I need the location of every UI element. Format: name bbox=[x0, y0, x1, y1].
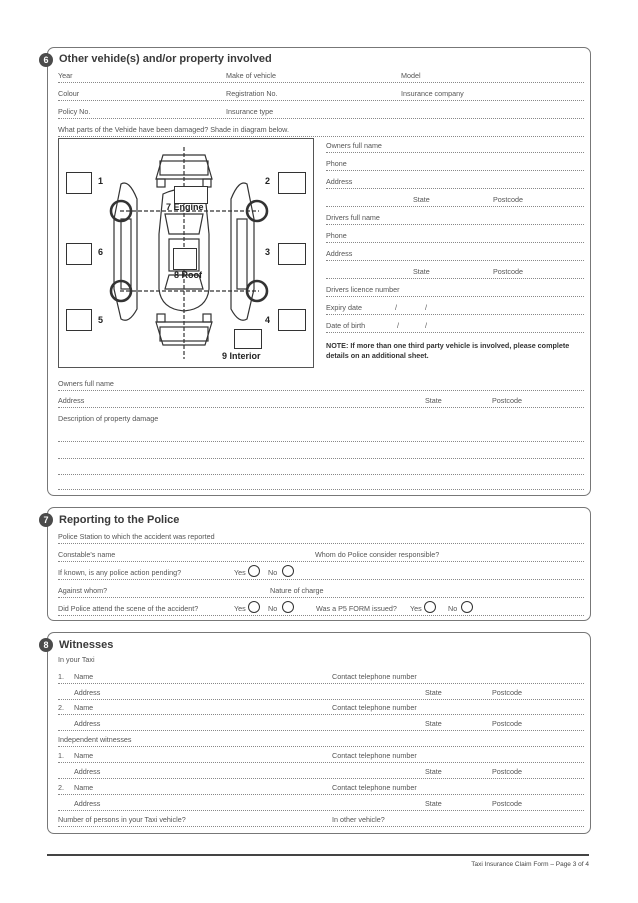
footer-rule bbox=[47, 854, 589, 856]
pending-no-label: No bbox=[268, 568, 278, 577]
vehicle-row-3[interactable] bbox=[58, 104, 584, 119]
constable-label: Constable's name bbox=[58, 550, 116, 559]
damage-box-roof[interactable] bbox=[173, 248, 197, 270]
witness-postcode-label: Postcode bbox=[492, 767, 522, 776]
driver-address-label: Address bbox=[326, 249, 353, 258]
damage-box-interior[interactable] bbox=[234, 329, 262, 349]
property-damage-field[interactable] bbox=[58, 411, 584, 425]
witness-number: 2. bbox=[58, 703, 64, 712]
p5-no-radio[interactable] bbox=[461, 601, 473, 613]
owner-name-label: Owners full name bbox=[326, 141, 382, 150]
property-owner-field[interactable] bbox=[58, 376, 584, 391]
model-label: Model bbox=[401, 71, 421, 80]
witness-postcode-label: Postcode bbox=[492, 688, 522, 697]
section-number-badge: 6 bbox=[39, 53, 53, 67]
witness-postcode-label: Postcode bbox=[492, 799, 522, 808]
vehicle-damage-diagram[interactable] bbox=[58, 138, 314, 368]
witness-number: 1. bbox=[58, 751, 64, 760]
licence-field[interactable] bbox=[326, 282, 584, 297]
in-taxi-heading bbox=[58, 652, 584, 666]
damage-line[interactable] bbox=[58, 474, 584, 475]
pending-yes-radio[interactable] bbox=[248, 565, 260, 577]
against-label: Against whom? bbox=[58, 586, 108, 595]
section-title: Witnesses bbox=[59, 639, 114, 651]
owner-name-field[interactable] bbox=[326, 138, 584, 153]
owner-phone-label: Phone bbox=[326, 159, 347, 168]
independent-witness-1-name[interactable] bbox=[58, 748, 584, 763]
persons-taxi-label: Number of persons in your Taxi vehicle? bbox=[58, 815, 186, 824]
p5-no-label: No bbox=[448, 604, 458, 613]
witness-contact-label: Contact telephone number bbox=[332, 672, 417, 681]
persons-other-label: In other vehicle? bbox=[332, 815, 385, 824]
independent-witness-2-name[interactable] bbox=[58, 780, 584, 795]
driver-address-field[interactable] bbox=[326, 246, 584, 261]
property-address-label: Address bbox=[58, 396, 85, 405]
owner-address-field[interactable] bbox=[326, 174, 584, 189]
insurance-type-label: Insurance type bbox=[226, 107, 274, 116]
damage-label-3: 3 bbox=[265, 247, 271, 257]
damage-label-4: 4 bbox=[265, 315, 271, 325]
section-title: Other vehide(s) and/or property involved bbox=[59, 53, 272, 65]
section-title: Reporting to the Police bbox=[59, 514, 180, 526]
witness-address-label: Address bbox=[74, 767, 101, 776]
damage-label-1: 1 bbox=[98, 176, 104, 186]
year-label: Year bbox=[58, 71, 73, 80]
witness-contact-label: Contact telephone number bbox=[332, 751, 417, 760]
damage-box-6[interactable] bbox=[66, 243, 92, 265]
dob-label: Date of birth bbox=[326, 321, 366, 330]
third-party-note: NOTE: If more than one third party vehicle is involved, please complete details on an additional sheet. bbox=[326, 341, 570, 360]
witness-name-label: Name bbox=[74, 703, 94, 712]
policy-label: Policy No. bbox=[58, 107, 91, 116]
owner-state-label: State bbox=[413, 195, 430, 204]
damage-box-1[interactable] bbox=[66, 172, 92, 194]
pending-yes-label: Yes bbox=[234, 568, 246, 577]
witness-state-label: State bbox=[425, 688, 442, 697]
witness-name-label: Name bbox=[74, 672, 94, 681]
damage-label-5: 5 bbox=[98, 315, 104, 325]
expiry-slash-2: / bbox=[425, 303, 427, 312]
registration-label: Registration No. bbox=[226, 89, 278, 98]
witness-number: 1. bbox=[58, 672, 64, 681]
damage-label-6: 6 bbox=[98, 247, 104, 257]
driver-state-label: State bbox=[413, 267, 430, 276]
against-field[interactable] bbox=[58, 583, 584, 598]
p5-label: Was a P5 FORM issued? bbox=[316, 604, 397, 613]
p5-yes-label: Yes bbox=[410, 604, 422, 613]
taxi-witness-2-name[interactable] bbox=[58, 700, 584, 715]
page-footer: Taxi Insurance Claim Form – Page 3 of 4 bbox=[471, 861, 589, 868]
police-station-label: Police Station to which the accident was reported bbox=[58, 532, 215, 541]
witness-address-label: Address bbox=[74, 688, 101, 697]
damage-box-4[interactable] bbox=[278, 309, 306, 331]
insurer-label: Insurance company bbox=[401, 89, 464, 98]
in-taxi-label: In your Taxi bbox=[58, 655, 95, 664]
vehicle-row-2[interactable] bbox=[58, 86, 584, 101]
dob-field[interactable] bbox=[326, 318, 584, 333]
independent-witness-1-address[interactable] bbox=[58, 764, 584, 779]
witness-state-label: State bbox=[425, 719, 442, 728]
section-police-report bbox=[43, 507, 591, 621]
witness-address-label: Address bbox=[74, 719, 101, 728]
property-postcode-label: Postcode bbox=[492, 396, 522, 405]
pending-label: If known, is any police action pending? bbox=[58, 568, 182, 577]
attend-no-label: No bbox=[268, 604, 278, 613]
owner-address-label: Address bbox=[326, 177, 353, 186]
property-address-field[interactable] bbox=[58, 393, 584, 408]
damage-line[interactable] bbox=[58, 489, 584, 490]
property-state-label: State bbox=[425, 396, 442, 405]
expiry-slash-1: / bbox=[395, 303, 397, 312]
responsible-label: Whom do Police consider responsible? bbox=[315, 550, 440, 559]
witness-postcode-label: Postcode bbox=[492, 719, 522, 728]
vehicle-row-1[interactable] bbox=[58, 68, 584, 83]
witness-state-label: State bbox=[425, 799, 442, 808]
engine-label: 7 Engine bbox=[166, 202, 204, 212]
pending-no-radio[interactable] bbox=[282, 565, 294, 577]
witness-number: 2. bbox=[58, 783, 64, 792]
witness-state-label: State bbox=[425, 767, 442, 776]
owner-phone-field[interactable] bbox=[326, 156, 584, 171]
taxi-witness-2-address[interactable] bbox=[58, 716, 584, 731]
attend-field[interactable] bbox=[58, 601, 584, 616]
p5-yes-radio[interactable] bbox=[424, 601, 436, 613]
driver-phone-field[interactable] bbox=[326, 228, 584, 243]
driver-phone-label: Phone bbox=[326, 231, 347, 240]
witness-contact-label: Contact telephone number bbox=[332, 703, 417, 712]
driver-postcode-label: Postcode bbox=[493, 267, 523, 276]
nature-label: Nature of charge bbox=[270, 586, 324, 595]
witness-address-label: Address bbox=[74, 799, 101, 808]
dob-slash-1: / bbox=[397, 321, 399, 330]
police-station-field[interactable] bbox=[58, 529, 584, 544]
witness-name-label: Name bbox=[74, 751, 94, 760]
owner-postcode-label: Postcode bbox=[493, 195, 523, 204]
attend-no-radio[interactable] bbox=[282, 601, 294, 613]
attend-yes-label: Yes bbox=[234, 604, 246, 613]
section-number-badge: 8 bbox=[39, 638, 53, 652]
damage-question-label: What parts of the Vehide have been damaged? Shade in diagram below. bbox=[58, 125, 289, 134]
make-label: Make of vehicle bbox=[226, 71, 276, 80]
driver-name-field[interactable] bbox=[326, 210, 584, 225]
expiry-field[interactable] bbox=[326, 300, 584, 315]
property-damage-label: Description of property damage bbox=[58, 414, 159, 423]
taxi-witness-1-address[interactable] bbox=[58, 685, 584, 700]
attend-label: Did Police attend the scene of the accident? bbox=[58, 604, 199, 613]
property-owner-label: Owners full name bbox=[58, 379, 114, 388]
damage-line[interactable] bbox=[58, 458, 584, 459]
section-witnesses bbox=[43, 632, 591, 834]
damage-question bbox=[58, 122, 584, 137]
roof-label: 8 Roof bbox=[174, 270, 202, 280]
witness-name-label: Name bbox=[74, 783, 94, 792]
independent-witness-2-address[interactable] bbox=[58, 796, 584, 811]
section-number-badge: 7 bbox=[39, 513, 53, 527]
dob-slash-2: / bbox=[425, 321, 427, 330]
driver-name-label: Drivers full name bbox=[326, 213, 380, 222]
taxi-witness-1-name[interactable] bbox=[58, 669, 584, 684]
witness-contact-label: Contact telephone number bbox=[332, 783, 417, 792]
persons-field[interactable] bbox=[58, 812, 584, 827]
damage-box-5[interactable] bbox=[66, 309, 92, 331]
expiry-label: Expiry date bbox=[326, 303, 362, 312]
interior-label: 9 Interior bbox=[222, 351, 261, 361]
driver-state-field[interactable] bbox=[326, 264, 584, 279]
pending-field[interactable] bbox=[58, 565, 584, 580]
independent-heading bbox=[58, 732, 584, 747]
damage-box-2[interactable] bbox=[278, 172, 306, 194]
constable-field[interactable] bbox=[58, 547, 584, 562]
attend-yes-radio[interactable] bbox=[248, 601, 260, 613]
damage-label-2: 2 bbox=[265, 176, 271, 186]
damage-box-3[interactable] bbox=[278, 243, 306, 265]
independent-label: Independent witnesses bbox=[58, 735, 132, 744]
owner-state-field[interactable] bbox=[326, 192, 584, 207]
colour-label: Colour bbox=[58, 89, 80, 98]
damage-line[interactable] bbox=[58, 441, 584, 442]
licence-label: Drivers licence number bbox=[326, 285, 400, 294]
